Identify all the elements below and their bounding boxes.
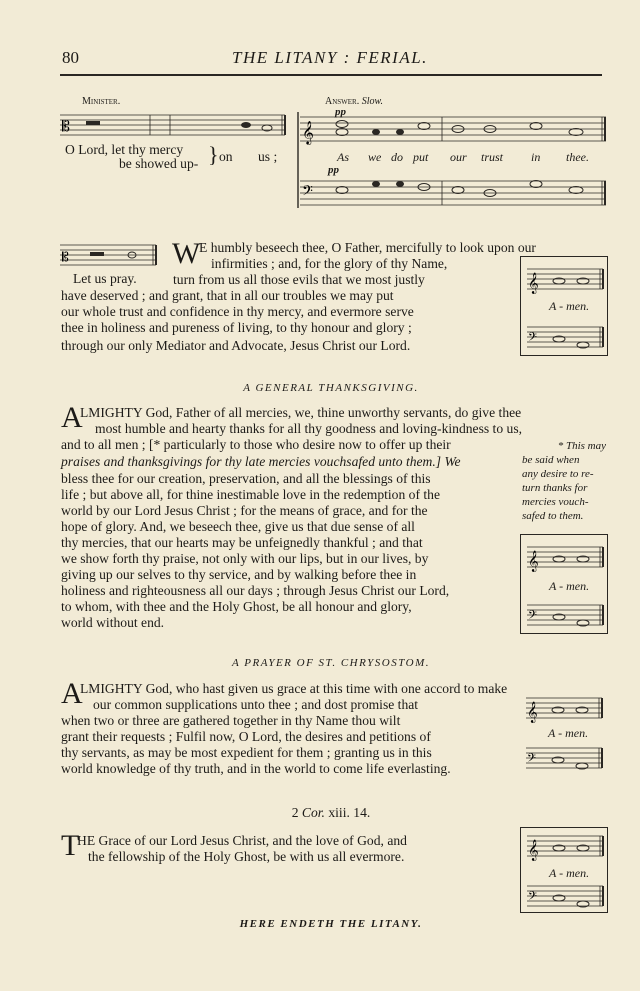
answer-word: our — [450, 150, 467, 164]
text-line: our whole trust and confidence in thy mercy, and evermore serve — [61, 304, 414, 319]
text-line: hope of glory. And, we beseech thee, give us that due sense of all — [61, 519, 415, 534]
side-note — [522, 439, 606, 523]
text-line: our common supplications unto thee ; and dost promise that — [93, 697, 419, 712]
text-line: thy mercies, that our hearts may be unfeignedly thankful ; and that — [61, 535, 423, 550]
minister-staff — [60, 112, 290, 138]
minister-text-line1: O Lord, let thy mercy — [65, 142, 184, 157]
text-line: through our only Mediator and Advocate, Jesus Christ our Lord. — [61, 338, 411, 353]
text-line: most humble and hearty thanks for all thy goodness and loving-kindness to us, — [95, 421, 523, 436]
answer-word: do — [391, 150, 403, 164]
svg-text:𝄡: 𝄡 — [62, 119, 70, 135]
text-line: grant their requests ; Fulfil now, O Lord, the desires and petitions of — [61, 729, 431, 744]
text-line: world knowledge of thy truth, and in the world to come life everlasting. — [61, 761, 451, 776]
let-us-pray-staff — [60, 243, 160, 267]
text-line: world by our Lord Jesus Christ ; for the means of grace, and for the — [61, 503, 428, 518]
svg-text:𝄢: 𝄢 — [528, 890, 538, 906]
minister-label: Minister. — [82, 96, 121, 107]
reference-book: Cor. — [301, 805, 325, 820]
text-line: LMIGHTY God, who hast given us grace at this time with one accord to make — [80, 681, 508, 696]
amen-label: A - men. — [549, 299, 590, 313]
answer-word: thee. — [566, 150, 589, 164]
dropcap: T — [61, 829, 80, 862]
text-line: world without end. — [61, 615, 165, 630]
closing-line: HERE ENDETH THE LITANY. — [239, 918, 423, 930]
answer-word: put — [413, 150, 429, 164]
let-us-pray: Let us pray. — [73, 271, 137, 286]
scripture-reference — [60, 805, 602, 821]
dropcap: W — [172, 237, 201, 270]
brace-icon: } — [208, 142, 219, 167]
svg-text:𝄡: 𝄡 — [62, 250, 69, 264]
reference-chapter: xiii. 14. — [328, 805, 371, 820]
side-note-line: * This may — [557, 440, 606, 452]
svg-text:𝄢: 𝄢 — [302, 183, 313, 203]
text-line: giving up our selves to thy service, and by walking before thee in — [61, 567, 417, 582]
text-line: thee in holiness and pureness of living, to thy honour and glory ; — [61, 320, 412, 335]
text-line: the fellowship of the Holy Ghost, be with us all evermore. — [88, 849, 405, 864]
text-line: praises and thanksgivings for thy late mercies vouchsafed unto them.] We — [61, 454, 461, 469]
header-rule — [60, 74, 602, 76]
svg-text:𝄞: 𝄞 — [527, 702, 538, 723]
running-title: THE LITANY : FERIAL. — [232, 48, 428, 67]
reference-number: 2 — [291, 805, 299, 820]
answer-word: we — [368, 150, 382, 164]
dropcap: A — [61, 401, 83, 434]
amen-music-box — [520, 256, 608, 356]
minister-text-us: us ; — [258, 149, 278, 164]
text-line: thy servants, as may be most expedient for them ; granting us in this — [61, 745, 432, 760]
section-heading: A GENERAL THANKSGIVING. — [243, 382, 419, 394]
page-number: 80 — [62, 48, 79, 67]
side-note-line: safed to them. — [522, 510, 584, 522]
text-line: we show forth thy praise, not only with our lips, but in our lives, by — [61, 551, 429, 566]
dynamic-pp-top: pp — [335, 106, 346, 118]
side-note-line: be said when — [522, 454, 580, 466]
text-line: life ; but above all, for thine inestimable love in the redemption of the — [61, 487, 441, 502]
answer-tempo: Slow. — [361, 96, 383, 107]
amen-music-box — [520, 692, 606, 776]
amen-music-box — [520, 534, 608, 634]
answer-word: in — [531, 150, 541, 164]
text-line: HE Grace of our Lord Jesus Christ, and the love of God, and — [77, 833, 407, 848]
svg-text:𝄞: 𝄞 — [302, 120, 314, 144]
dropcap: A — [61, 677, 83, 710]
section-heading: A PRAYER OF ST. CHRYSOSTOM. — [232, 657, 430, 669]
amen-label: A - men. — [549, 579, 590, 593]
text-line: turn from us all those evils that we most justly — [173, 272, 425, 287]
svg-text:𝄞: 𝄞 — [528, 840, 539, 861]
side-note-line: turn thanks for — [522, 482, 588, 494]
svg-text:𝄢: 𝄢 — [528, 331, 538, 347]
text-line: have deserved ; and grant, that in all our troubles we may put — [61, 288, 394, 303]
dynamic-pp-bottom: pp — [328, 164, 339, 176]
text-line: to whom, with thee and the Holy Ghost, be all honour and glory, — [61, 599, 412, 614]
text-line: infirmities ; and, for the glory of thy Name, — [211, 256, 448, 271]
text-line: E humbly beseech thee, O Father, mercifully to look upon our — [199, 240, 536, 255]
side-note-line: any desire to re- — [522, 468, 594, 480]
answer-label-group — [325, 96, 383, 107]
text-line: bless thee for our creation, preservation, and all the blessings of this — [61, 471, 431, 486]
text-line: holiness and righteousness all our days ; through Jesus Christ our Lord, — [61, 583, 450, 598]
text-line: and to all men ; [* particularly to those who desire now to offer up their — [61, 437, 451, 452]
svg-text:𝄞: 𝄞 — [528, 273, 539, 294]
svg-text:𝄢: 𝄢 — [527, 752, 537, 768]
side-note-line: mercies vouch- — [522, 496, 589, 508]
amen-label: A - men. — [548, 726, 589, 740]
answer-word: trust — [481, 150, 504, 164]
svg-text:𝄢: 𝄢 — [528, 609, 538, 625]
amen-music-box — [520, 827, 608, 913]
amen-label: A - men. — [549, 866, 590, 880]
answer-word: As — [337, 150, 349, 164]
svg-text:𝄞: 𝄞 — [528, 551, 539, 572]
text-line: LMIGHTY God, Father of all mercies, we, thine unworthy servants, do give thee — [80, 405, 522, 420]
minister-text-line2: be showed up- — [119, 156, 199, 171]
text-line: when two or three are gathered together in thy Name thou wilt — [61, 713, 401, 728]
answer-label: Answer. — [325, 96, 360, 107]
minister-text-on: on — [219, 149, 233, 164]
